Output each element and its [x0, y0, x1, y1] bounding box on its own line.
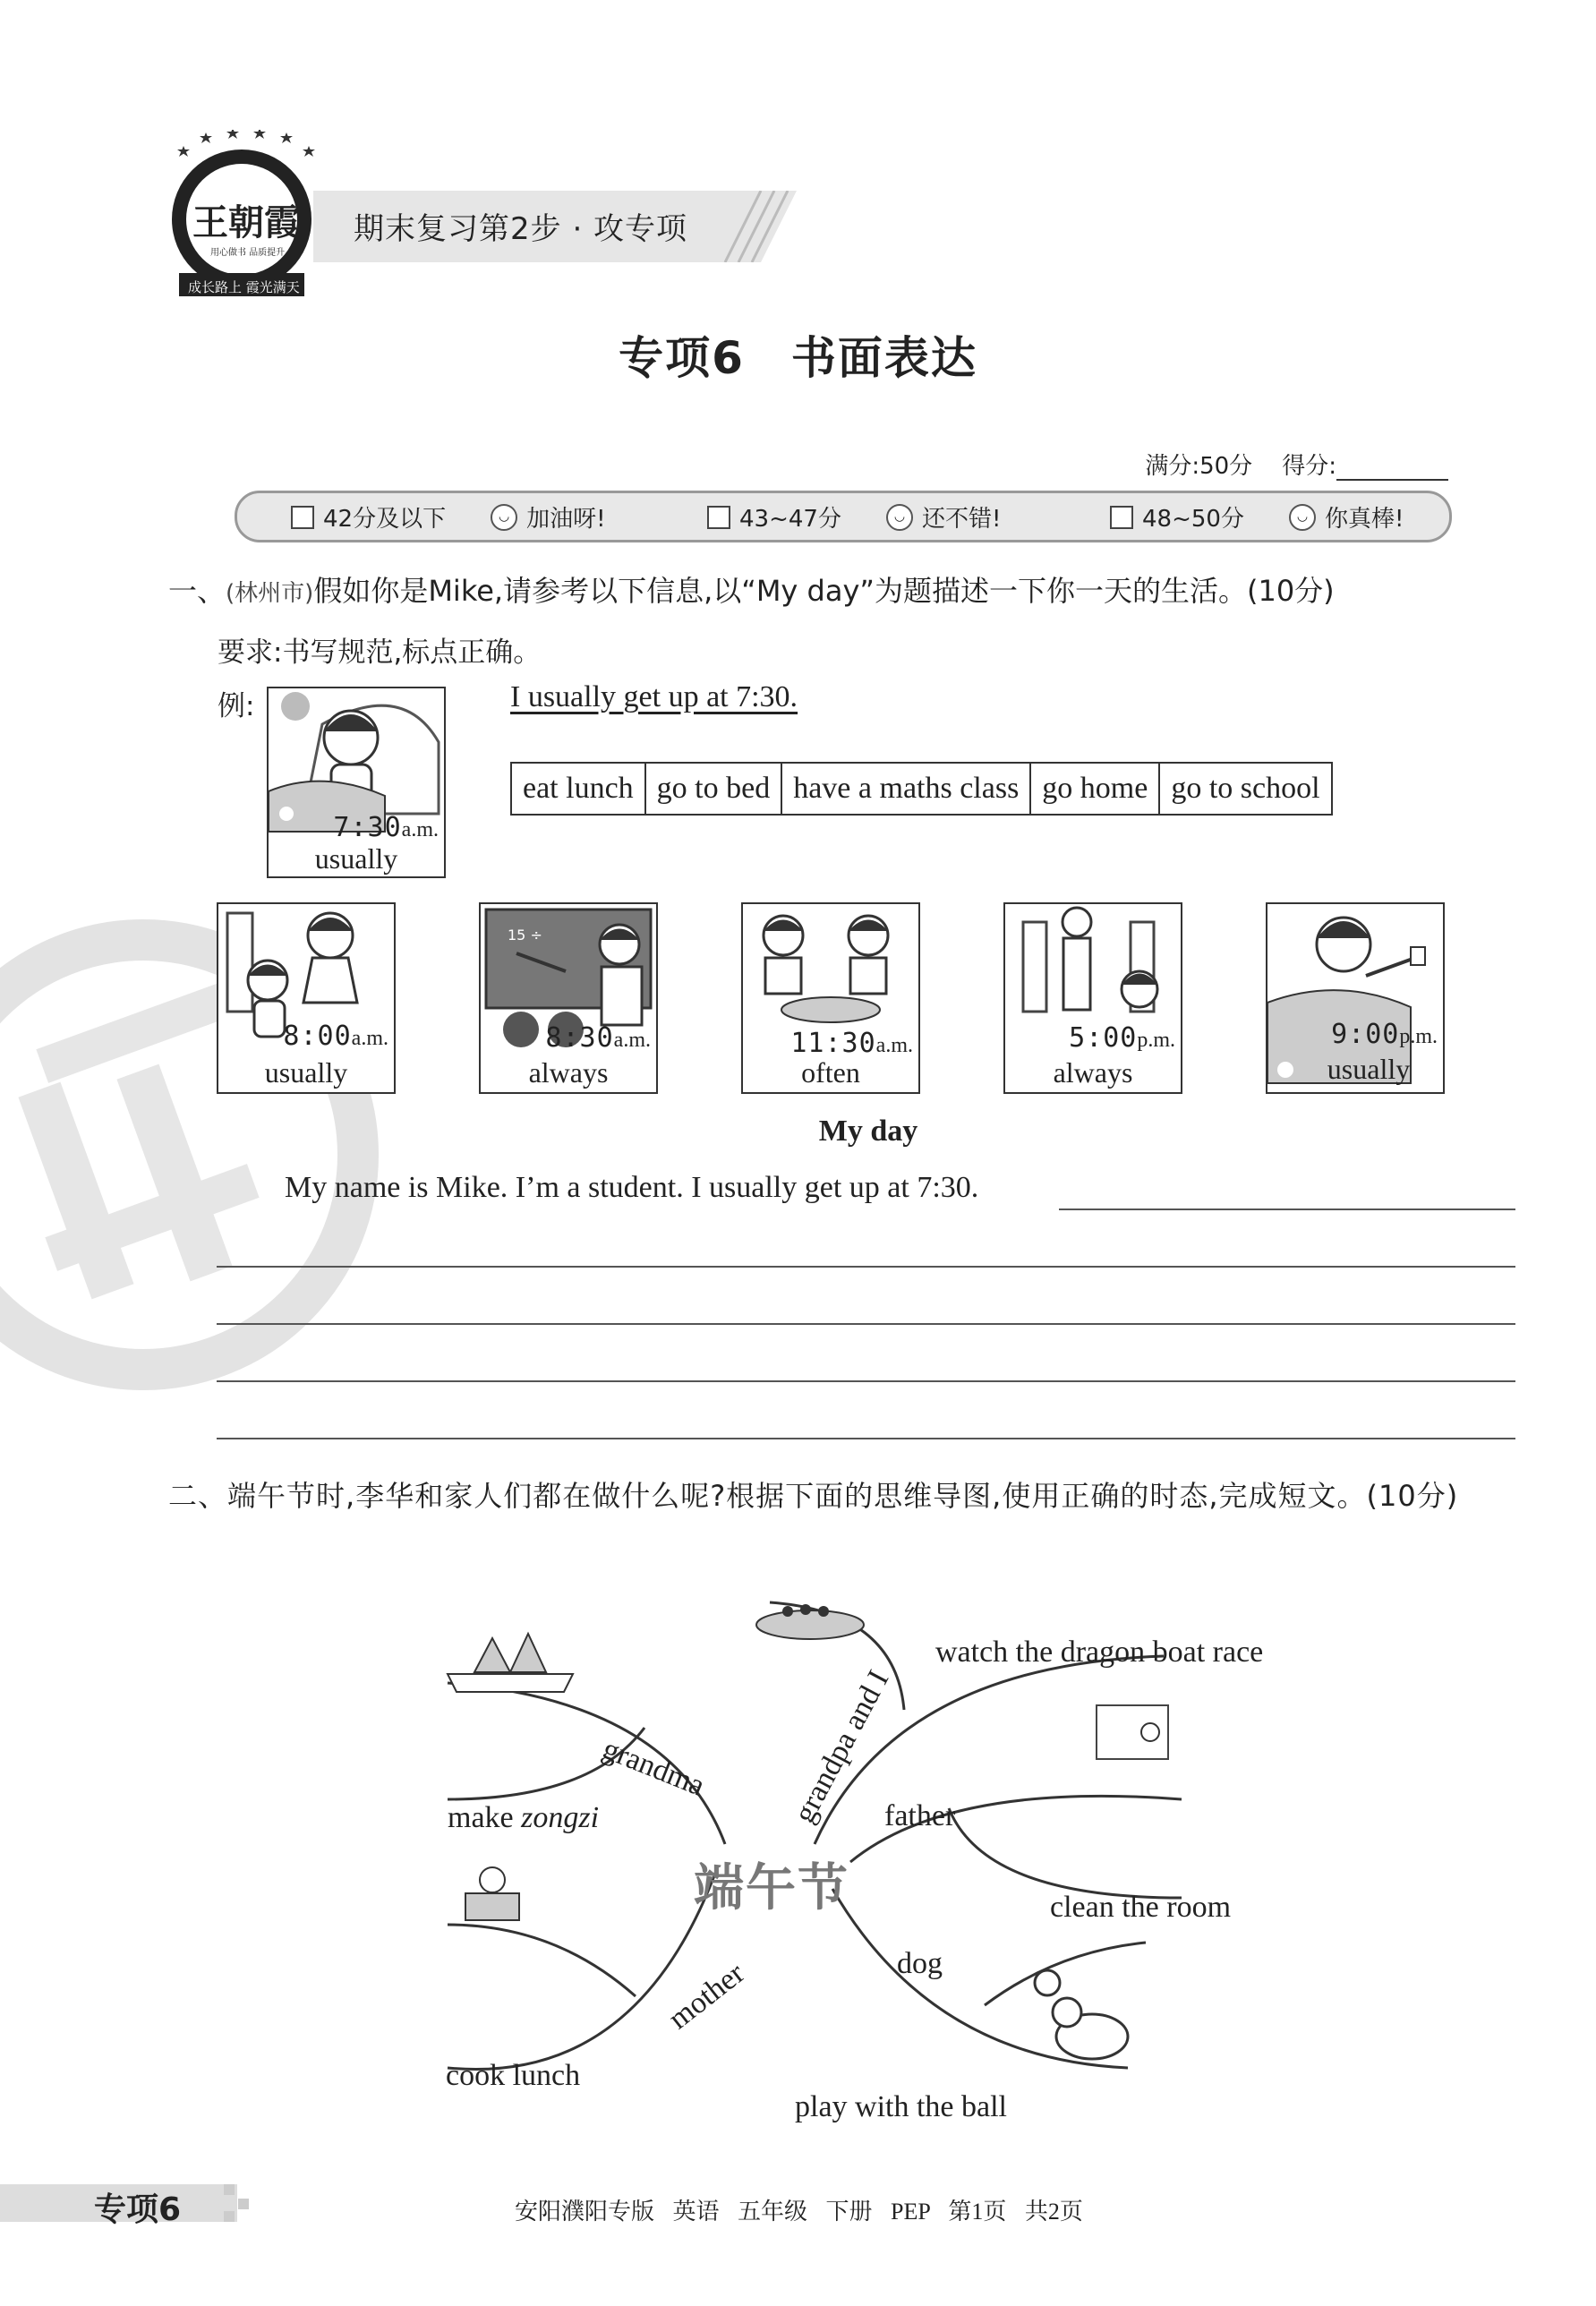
smile-face-icon: ◡	[491, 504, 517, 531]
activity-picture-3	[741, 902, 920, 1094]
got-score-label: 得分:	[1282, 453, 1336, 480]
rating-item-2	[707, 500, 1001, 534]
rating-checkbox[interactable]	[291, 506, 314, 529]
mindmap-mother: mother	[662, 1956, 751, 2037]
picture-ampm: a.m.	[875, 1034, 913, 1057]
activity-picture-5	[1266, 902, 1445, 1094]
rating-comment: 还不错!	[921, 506, 1002, 533]
rating-checkbox[interactable]	[1110, 506, 1133, 529]
mindmap-grandma: grandma	[598, 1732, 710, 1803]
picture-frequency: always	[1053, 1056, 1133, 1089]
mindmap-grandma-activity-object: zongzi	[521, 1801, 600, 1834]
mindmap-father: father	[884, 1799, 956, 1832]
rating-item-3	[1110, 500, 1404, 534]
picture-time: 8:30	[545, 1022, 614, 1054]
answer-line[interactable]	[217, 1323, 1515, 1325]
footer-squares-icon	[224, 2184, 260, 2222]
activity-picture-2	[479, 902, 658, 1094]
question-text: 端午节时,李华和家人们都在做什么呢?根据下面的思维导图,使用正确的时态,完成短文。(10分)	[227, 1479, 1459, 1513]
picture-ampm: a.m.	[351, 1027, 388, 1050]
picture-frequency: always	[528, 1056, 609, 1089]
picture-ampm: p.m.	[1399, 1025, 1438, 1048]
picture-ampm: p.m.	[1137, 1029, 1175, 1052]
rating-range: 43~47分	[739, 506, 841, 533]
example-time: 7:30	[333, 812, 402, 843]
rating-range: 42分及以下	[323, 506, 447, 533]
zongzi-illustration	[448, 1634, 573, 1692]
footer-tag: 专项6	[94, 2191, 182, 2228]
mindmap-dog-activity: play with the ball	[795, 2090, 1008, 2123]
logo-name: 王朝霞	[192, 201, 300, 243]
mindmap-grandma-activity	[448, 1801, 599, 1835]
phrase-cell: go to bed	[645, 763, 782, 815]
svg-text:15 ÷: 15 ÷	[508, 927, 542, 944]
example-label: 例:	[218, 690, 255, 722]
rating-comment: 加油呀!	[526, 506, 606, 533]
picture-time: 11:30	[790, 1028, 876, 1059]
phrase-cell: eat lunch	[511, 763, 645, 815]
mindmap-grandpa-activity: watch the dragon boat race	[935, 1636, 1264, 1669]
mindmap-mother-activity: cook lunch	[446, 2059, 581, 2092]
mindmap-grandma-activity-verb: make	[448, 1801, 522, 1834]
picture-time: 8:00	[283, 1021, 352, 1052]
page-title: 专项6 书面表达	[619, 332, 977, 384]
mindmap-father-activity: clean the room	[1050, 1891, 1232, 1924]
rating-comment: 你真棒!	[1324, 506, 1404, 533]
rating-item-1	[291, 500, 606, 534]
question-2-title	[168, 1471, 1529, 1521]
smile-face-icon: ◡	[886, 504, 913, 531]
example-picture	[267, 687, 446, 878]
footer-info: 安阳濮阳专版 英语 五年级 下册 PEP 第1页 共2页	[515, 2199, 1083, 2225]
answer-line[interactable]	[217, 1438, 1515, 1439]
phrase-cell: go to school	[1159, 763, 1331, 815]
full-score: 满分:50分	[1145, 453, 1253, 480]
example-sentence: I usually get up at 7:30.	[510, 680, 798, 713]
picture-ampm: a.m.	[613, 1029, 651, 1052]
banner-text: 期末复习第2步 · 攻专项	[354, 211, 688, 247]
phrase-cell: have a maths class	[781, 763, 1030, 815]
score-blank[interactable]	[1336, 457, 1448, 481]
picture-time: 9:00	[1331, 1019, 1400, 1050]
question-1-title	[168, 573, 1511, 611]
mindmap-grandpa: grandpa and I	[788, 1664, 896, 1829]
activity-picture-4	[1003, 902, 1182, 1094]
example-frequency: usually	[314, 842, 398, 875]
logo-ribbon: 成长路上 霞光满天	[188, 279, 300, 295]
question-number: 二、	[168, 1479, 228, 1513]
rating-range: 48~50分	[1142, 506, 1244, 533]
answer-line[interactable]	[1059, 1209, 1515, 1210]
phrase-table	[510, 762, 1333, 816]
rating-bar	[235, 491, 1452, 542]
smile-face-icon: ◡	[1289, 504, 1316, 531]
picture-frequency: usually	[1327, 1053, 1411, 1085]
question-source: (林州市)	[226, 580, 314, 607]
answer-line[interactable]	[217, 1266, 1515, 1268]
mindmap-center: 端午节	[694, 1859, 849, 1917]
question-number: 一、	[168, 574, 226, 608]
publisher-logo	[161, 130, 322, 309]
picture-frequency: usually	[264, 1056, 348, 1089]
picture-frequency: often	[801, 1056, 860, 1089]
essay-start: My name is Mike. I’m a student. I usually get up at 7:30.	[285, 1171, 979, 1204]
question-1-requirement: 要求:书写规范,标点正确。	[218, 636, 542, 669]
logo-slogan: 用心做书 品质提升	[210, 248, 286, 258]
mindmap-dog: dog	[897, 1947, 943, 1980]
phrase-cell: go home	[1030, 763, 1159, 815]
answer-line[interactable]	[217, 1380, 1515, 1382]
picture-time: 5:00	[1069, 1022, 1138, 1054]
example-ampm: a.m.	[401, 818, 439, 841]
score-line	[1145, 448, 1448, 481]
activity-picture-1	[217, 902, 396, 1094]
question-text: 假如你是Mike,请参考以下信息,以“My day”为题描述一下你一天的生活。(10分)	[313, 574, 1335, 608]
rating-checkbox[interactable]	[707, 506, 730, 529]
essay-title: My day	[818, 1115, 918, 1148]
